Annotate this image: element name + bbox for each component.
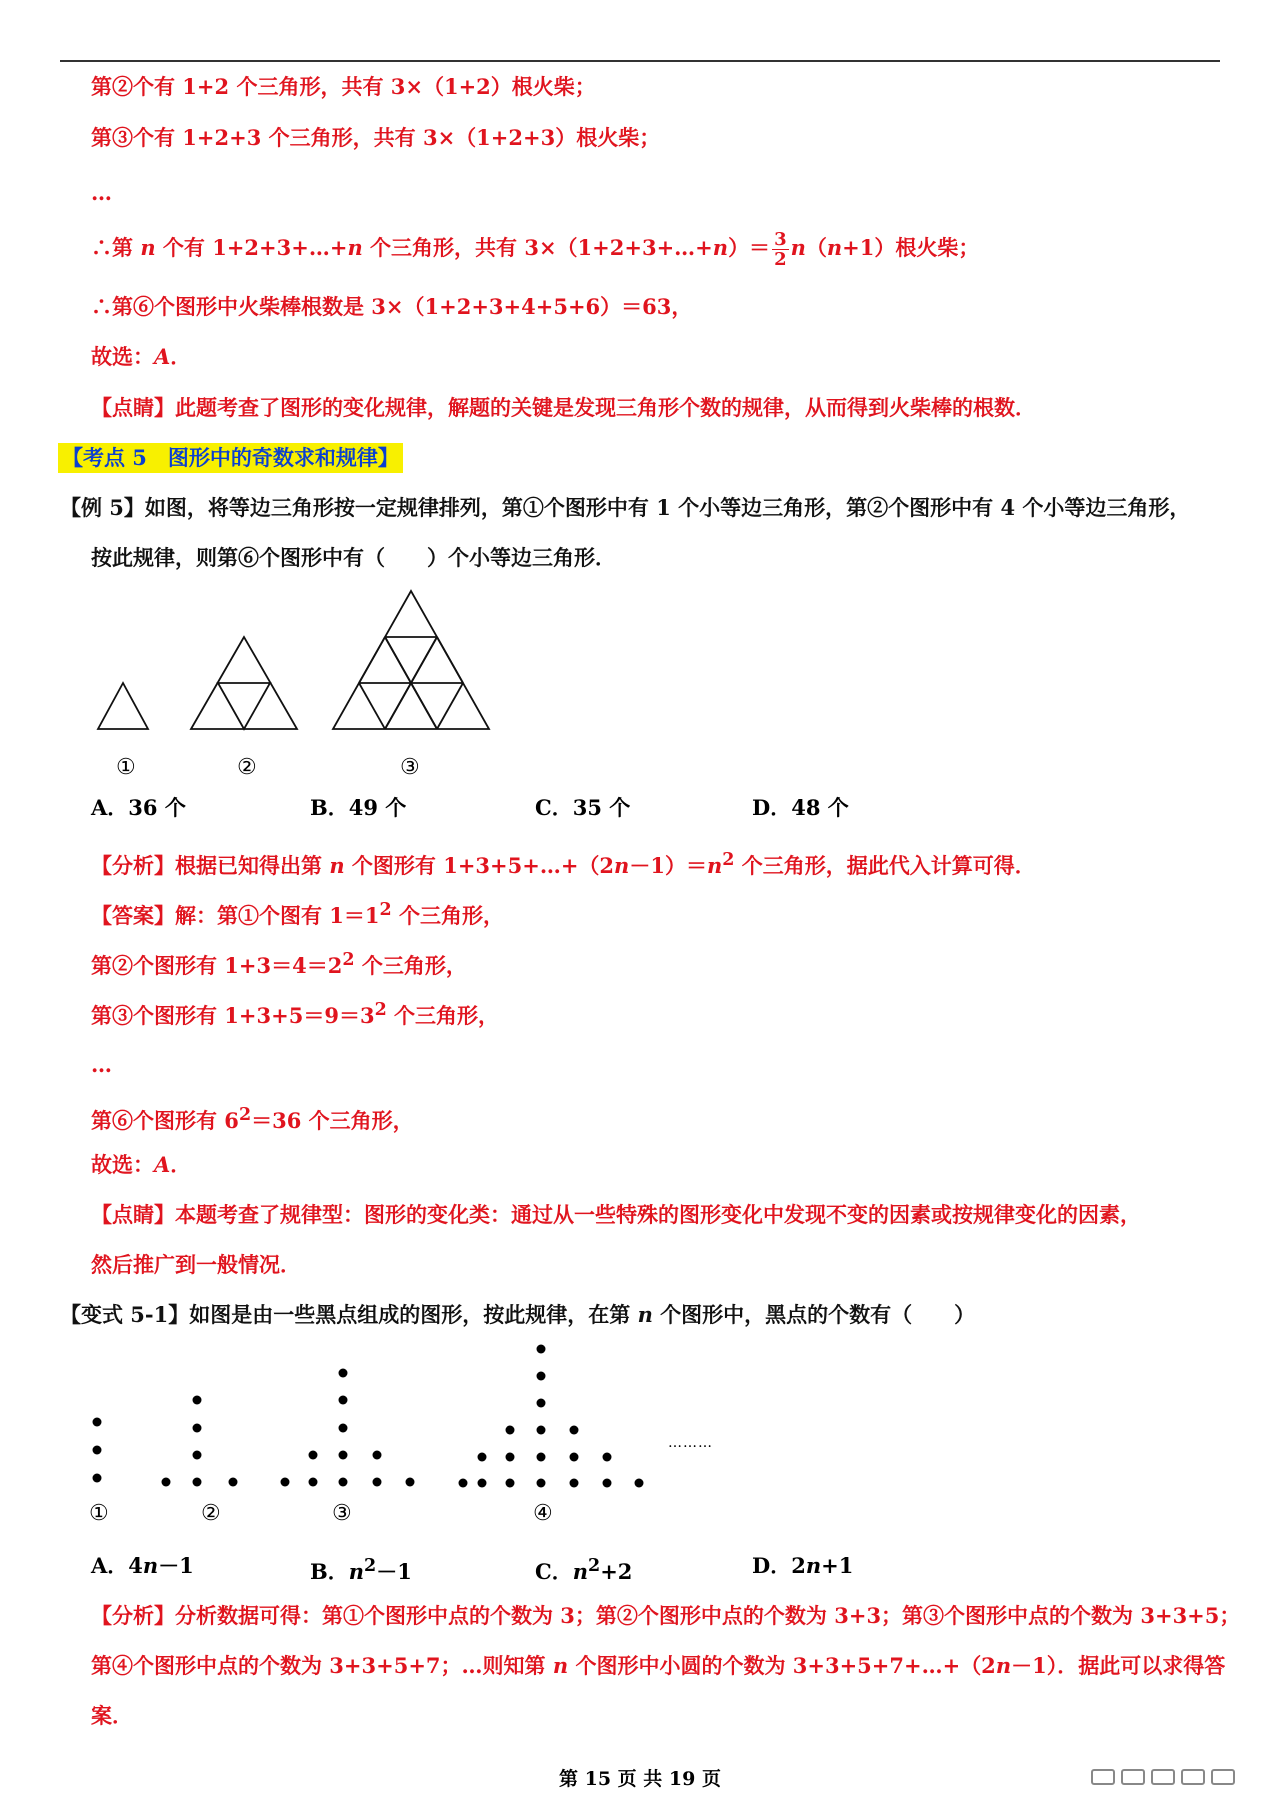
dot-fig1	[93, 1418, 102, 1483]
solution-general-n: ∴第 n 个有 1+2+3+…+n 个三角形，共有 3×（1+2+3+…+n）＝ $\frac{3}{2}$ n（n+1）根火柴；	[91, 229, 980, 270]
page-footer: 第 15 页 共 19 页	[559, 1768, 721, 1790]
solution-sixth: ∴第⑥个图形中火柴棒根数是 3×（1+2+3+4+5+6）＝63，	[91, 294, 693, 319]
fig-label-3: ③	[400, 755, 420, 780]
example5-choose: 故选：A．	[91, 1152, 192, 1177]
variant-option-b: B．$n^2-1$	[310, 1556, 412, 1584]
dot-label-4: ④	[533, 1501, 553, 1526]
fig-label-2: ②	[237, 755, 257, 780]
variant-option-c: C．$n^2+2$	[535, 1556, 633, 1584]
example5-analysis: 【分析】根据已知得出第 n 个图形有 $1+3+5+\dots+(2n-1)=n^2$ 个三角形，据此代入计算可得．	[91, 850, 1036, 878]
variant51-analysis-2: 第④个图形中点的个数为 3+3+5+7；…则知第 n 个图形中小圆的个数为 3+3+5+7+…+（2n－1）．据此可以求得答	[91, 1653, 1226, 1678]
variant51-analysis-3: 案．	[91, 1703, 133, 1728]
triangle-figures	[98, 591, 489, 729]
fig-label-1: ①	[116, 755, 136, 780]
variant51-question: 【变式 5-1】如图是由一些黑点组成的图形，按此规律，在第 n 个图形中，黑点的个数有（ ）	[60, 1302, 976, 1327]
dot-figures	[93, 1345, 644, 1488]
example5-answer-3: 第③个图形有 $1+3+5=9=3^2$ 个三角形，	[91, 1000, 500, 1028]
triangle-fig2	[191, 637, 297, 729]
example5-dianjing-1: 【点睛】本题考查了规律型：图形的变化类：通过从一些特殊的图形变化中发现不变的因素或按规律变化的因素，	[91, 1202, 1141, 1227]
solution-choose: 故选：A．	[91, 344, 192, 369]
solution-line-2: 第②个有 1+2 个三角形，共有 3×（1+2）根火柴；	[91, 74, 596, 99]
variant-option-d: D．2n+1	[752, 1553, 854, 1578]
dot-ellipsis: ………	[668, 1435, 713, 1451]
example5-question-2: 按此规律，则第⑥个图形中有（ ）个小等边三角形．	[91, 545, 616, 570]
fraction: $\frac{3}{2}$	[774, 229, 787, 270]
example5-answer-1: 【答案】解：第①个图有 $1=1^2$ 个三角形，	[91, 900, 505, 928]
solution-dianjing: 【点睛】此题考查了图形的变化规律，解题的关键是发现三角形个数的规律，从而得到火柴棒的根数．	[91, 395, 1036, 420]
dot-fig4	[459, 1345, 644, 1488]
variant-option-a: A．4n－1	[91, 1553, 194, 1578]
dot-fig2	[162, 1396, 238, 1487]
example5-answer-6: 第⑥个图形有 $6^2=36$ 个三角形，	[91, 1105, 414, 1133]
example5-question-1: 【例 5】如图，将等边三角形按一定规律排列，第①个图形中有 1 个小等边三角形，第②个图形中有 4 个小等边三角形，	[60, 495, 1191, 520]
dot-label-3: ③	[332, 1501, 352, 1526]
triangle-fig3	[333, 591, 489, 729]
option-a: A．36 个	[91, 795, 186, 820]
dot-label-2: ②	[201, 1501, 221, 1526]
option-b: B．49 个	[310, 795, 407, 820]
example5-answer-2: 第②个图形有 $1+3=4=2^2$ 个三角形，	[91, 950, 467, 978]
option-d: D．48 个	[752, 795, 849, 820]
option-c: C．35 个	[535, 795, 631, 820]
example5-dianjing-2: 然后推广到一般情况．	[91, 1252, 301, 1277]
solution-line-3: 第③个有 1+2+3 个三角形，共有 3×（1+2+3）根火柴；	[91, 125, 661, 150]
example5-answer-ellipsis: …	[91, 1052, 112, 1077]
dot-label-1: ①	[89, 1501, 109, 1526]
dot-fig3	[281, 1369, 415, 1487]
solution-ellipsis: …	[91, 180, 112, 205]
triangle-fig1	[98, 683, 148, 729]
page-thumbnails-icon[interactable]	[1090, 1768, 1260, 1786]
variant51-analysis-1: 【分析】分析数据可得：第①个图形中点的个数为 3；第②个图形中点的个数为 3+3；第③个图形中点的个数为 3+3+5；	[91, 1603, 1241, 1628]
section-heading: 【考点 5 图形中的奇数求和规律】	[58, 443, 403, 473]
